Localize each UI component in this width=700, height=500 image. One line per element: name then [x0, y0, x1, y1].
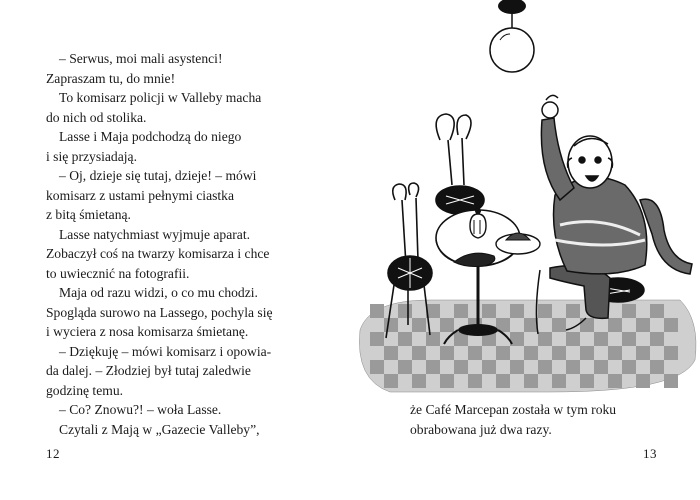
text-line: to uwiecznić na fotografii.	[46, 265, 190, 281]
text-line: do nich od stolika.	[46, 109, 147, 125]
text-line: Zapraszam tu, do mnie!	[46, 70, 176, 86]
chair-back	[436, 114, 484, 214]
text-line: Lasse i Maja podchodzą do niego	[59, 129, 242, 144]
text-line: Czytali z Mają w „Gazecie Valleby”,	[59, 421, 260, 437]
text-line: Maja od razu widzi, o co mu chodzi.	[59, 285, 258, 300]
text-line: Spogląda surowo na Lassego, pochyla się	[46, 304, 273, 320]
text-line: godzinę temu.	[46, 382, 124, 398]
checkered-floor	[359, 300, 696, 392]
hanging-lamp	[490, 0, 534, 72]
text-line: – Serwus, moi mali asystenci!	[59, 51, 223, 66]
text-line: obrabowana już dwa razy.	[410, 421, 552, 437]
text-line: da dalej. – Złodziej był tutaj zaledwie	[46, 363, 251, 378]
text-line: Lasse natychmiast wyjmuje aparat.	[59, 226, 251, 242]
text-line: – Co? Znowu?! – woła Lasse.	[59, 402, 222, 417]
text-line: Zobaczył coś na twarzy komisarza i chce	[46, 246, 270, 261]
page-number-left: 12	[46, 446, 60, 461]
right-page	[350, 0, 700, 500]
text-line: To komisarz policji w Valleby macha	[59, 90, 262, 105]
left-page-text	[46, 49, 346, 439]
text-line: że Café Marcepan została w tym roku	[410, 402, 617, 417]
right-page-text	[410, 400, 690, 439]
cafe-illustration	[350, 0, 700, 400]
police-commissioner	[536, 95, 692, 334]
text-line: – Oj, dzieje się tutaj, dzieje! – mówi	[59, 168, 257, 183]
text-line: z bitą śmietaną.	[46, 207, 131, 222]
text-line: komisarz z ustami pełnymi ciastka	[46, 187, 234, 203]
text-line: i wyciera z nosa komisarza śmietanę.	[46, 324, 249, 339]
text-line: i się przysiadają.	[46, 148, 137, 164]
page-number-right: 13	[643, 446, 657, 461]
text-line: – Dziękuję – mówi komisarz i opowia-	[59, 343, 272, 359]
